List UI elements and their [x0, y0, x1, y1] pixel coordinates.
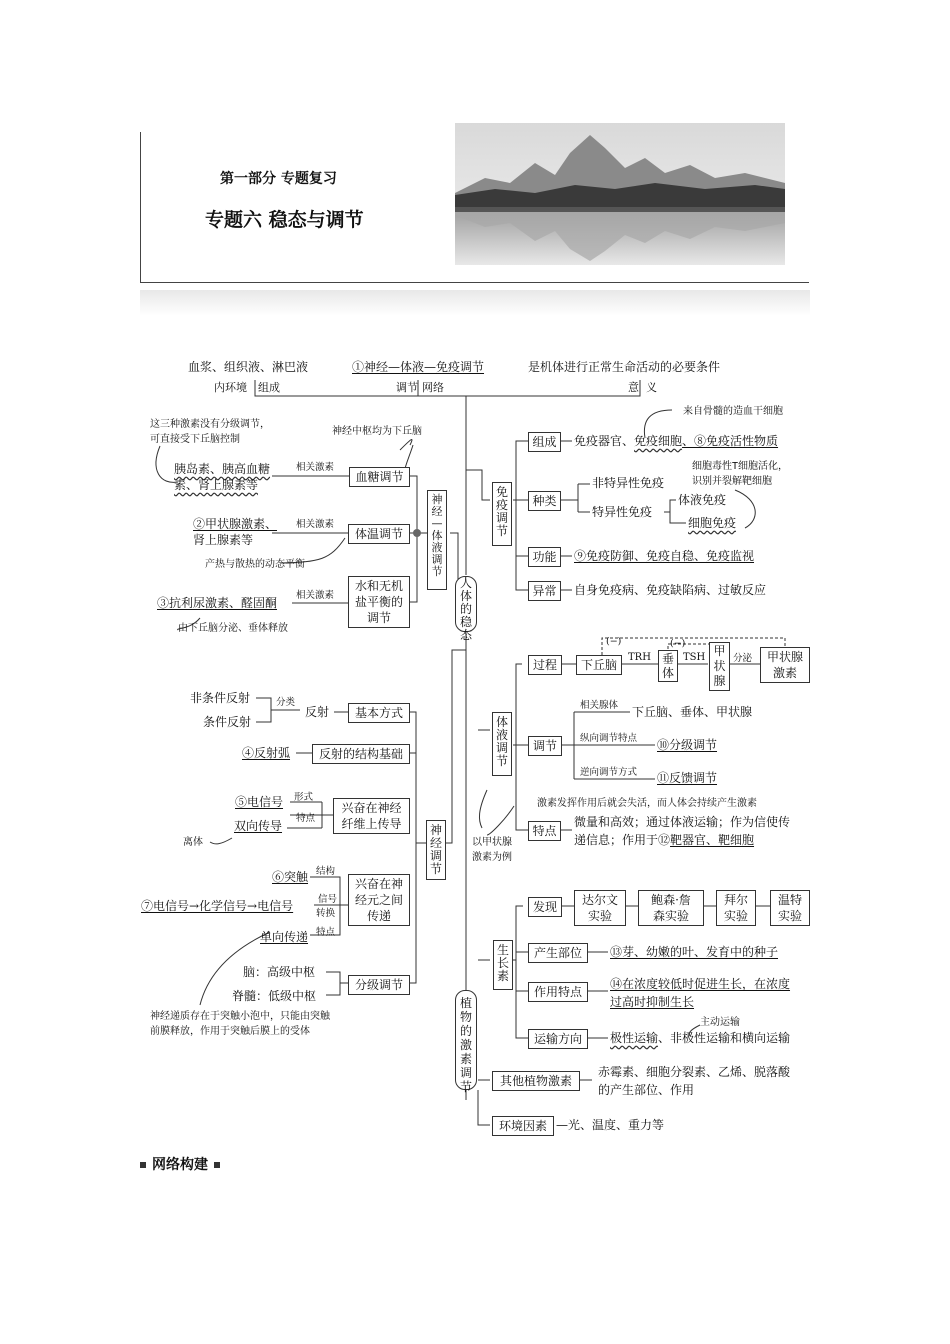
discovery-box: 发现: [528, 897, 562, 917]
immune-function-text: ⑨免疫防御、免疫自稳、免疫监视: [574, 549, 755, 563]
features-box: 特点: [528, 821, 561, 841]
convert-label: 转换: [316, 908, 336, 919]
feature-label-1: 特点: [296, 813, 316, 824]
immune-substances: 、⑧免疫活性物质: [682, 434, 779, 448]
pituitary-box: 垂体: [658, 650, 678, 682]
electric-signal-text: ⑤电信号: [235, 795, 284, 809]
plant-hormone-node: 植物的激素调节: [455, 990, 477, 1090]
significance-label: 意: [628, 381, 639, 394]
related-hormone-label-1: 相关激素: [296, 462, 335, 473]
reverse-label: 逆向调节方式: [580, 767, 638, 778]
env-factors-box: 环境因素: [492, 1116, 554, 1136]
related-glands-label: 相关腺体: [580, 700, 619, 711]
reverse-value: ⑪反馈调节: [657, 771, 718, 785]
mechanism-label: ①神经—体液—免疫调节: [352, 360, 485, 374]
tsh-label: TSH: [683, 652, 706, 663]
neuro-humoral-node: 神经—体液调节: [427, 490, 447, 590]
section-label: [140, 1158, 220, 1173]
reflex-arc-label: [242, 746, 290, 761]
form-label: 形式: [294, 792, 314, 803]
humoral-regulation-node: 体液调节: [492, 712, 512, 776]
immune-abnormal-box: 异常: [528, 581, 561, 601]
polar-transport: 极性运输: [610, 1031, 659, 1045]
other-plant-hormones-line1: 赤霉素、细胞分裂素、乙烯、脱落酸: [598, 1065, 791, 1079]
glucose-regulation-box: 血糖调节: [349, 467, 410, 487]
thermo-regulation-box: 体温调节: [348, 524, 410, 544]
note-thyroid-example: 以甲状腺 激素为例: [472, 837, 512, 863]
features-line2-b: 靶器官、靶细胞: [670, 833, 755, 847]
went-experiment-box: 温特 实验: [770, 890, 810, 926]
hypothalamus-box: 下丘脑: [576, 655, 622, 675]
note-neurotransmitter: 神经递质存在于突触小泡中，只能由突触 前膜释放，作用于突触后膜上的受体: [150, 1011, 330, 1037]
humoral-immunity: 体液免疫: [678, 493, 727, 507]
regulation-label: 调节: [396, 381, 418, 394]
transport-direction-value: [610, 1031, 790, 1046]
negative-feedback-1: (−): [606, 636, 622, 647]
darwin-experiment-box: 达尔文 实验: [574, 890, 626, 926]
composition-label: 组成: [258, 381, 280, 394]
other-plant-hormones-line2: 的产生部位、作用: [598, 1083, 695, 1097]
note-cytotoxic-t: 细胞毒性T细胞活化， 识别并裂解靶细胞: [692, 461, 789, 487]
production-site-value: ⑬芽、幼嫩的叶、发育中的种子: [610, 945, 779, 959]
neural-regulation-node: 神经调节: [426, 820, 446, 880]
cellular-immunity: 细胞免疫: [688, 516, 737, 530]
immune-cells: 免疫细胞: [634, 434, 683, 448]
fiber-conduction-box: 兴奋在神经 纤维上传导: [333, 798, 410, 834]
trh-label: TRH: [628, 652, 651, 663]
signal-chain-label: ⑦电信号→化学信号→电信号: [141, 899, 294, 913]
negative-feedback-2: (−): [670, 638, 686, 649]
thyroid-box: 甲 状 腺: [709, 642, 730, 691]
meaning-text: 是机体进行正常生命活动的必要条件: [528, 360, 721, 374]
action-feature-line2: 过高时抑制生长: [610, 995, 695, 1009]
related-hormone-label-3: 相关激素: [296, 590, 335, 601]
arc-basis-box: 反射的结构基础: [312, 744, 410, 764]
vertical-value: ⑩分级调节: [657, 738, 718, 752]
adh-label: ③抗利尿激素、醛固酮: [157, 596, 278, 610]
square-bullet-icon: [140, 1162, 146, 1168]
note-hormone-inactivate: 激素发挥作用后就会失活，而人体会持续产生激素: [537, 798, 757, 809]
immune-composition-box: 组成: [528, 432, 561, 452]
process-box: 过程: [528, 655, 562, 675]
note-hypothalamus-center: 神经中枢均为下丘脑: [332, 426, 422, 437]
bidirectional-label: 双向传导: [234, 819, 283, 833]
basic-mode-box: 基本方式: [348, 703, 410, 723]
glucose-hormones-line1: 胰岛素、胰高血糖: [174, 462, 271, 476]
features-line1: 微量和高效；通过体液运输；作为信使传: [574, 815, 791, 829]
note-bone-marrow: 来自骨髓的造血干细胞: [683, 406, 783, 417]
synapse-label: [272, 870, 308, 885]
reflex-label: 反射: [305, 705, 330, 719]
action-feature-line1: ⑭在浓度较低时促进生长，在浓度: [610, 977, 791, 991]
unidirectional-label: 单向传递: [260, 930, 309, 944]
note-isolated: 离体: [183, 837, 203, 848]
paal-experiment-box: 拜尔 实验: [716, 890, 756, 926]
related-glands: 下丘脑、垂体、甲状腺: [632, 705, 753, 719]
water-salt-box: 水和无机 盐平衡的 调节: [348, 576, 410, 628]
env-factors-value: —光、温度、重力等: [556, 1118, 665, 1132]
immune-types-box: 种类: [528, 491, 561, 511]
conditioned-reflex: 条件反射: [203, 715, 252, 729]
homeostasis-node: 人体的稳态: [455, 576, 477, 632]
note-no-hierarchy: 这三种激素没有分级调节， 可直接受下丘脑控制: [150, 419, 270, 445]
reflex-arc-text: ④反射弧: [242, 746, 291, 760]
nonspecific-immunity: 非特异性免疫: [592, 476, 665, 490]
water-hormones: [157, 596, 277, 611]
inner-env-label: 内环境: [214, 381, 247, 394]
vertical-label: 纵向调节特点: [580, 733, 638, 744]
boysen-jensen-box: 鲍森·詹 森实验: [638, 890, 704, 926]
note-active-transport: 主动运输: [700, 1017, 740, 1028]
transport-direction-box: 运输方向: [528, 1029, 588, 1049]
hierarchical-regulation-box: 分级调节: [348, 975, 410, 995]
related-hormone-label-2: 相关激素: [296, 519, 335, 530]
classify-label: 分类: [276, 697, 296, 708]
synapse-text: ⑥突触: [272, 870, 309, 884]
page-title: 专题六 稳态与调节: [205, 209, 364, 231]
significance-label-2: 义: [646, 381, 657, 394]
thermo-hormones-line2: 肾上腺素等: [193, 533, 254, 547]
glucose-hormones-line2: 素、肾上腺素等: [174, 478, 259, 492]
square-bullet-icon-2: [214, 1162, 220, 1168]
features-line2: [574, 833, 754, 848]
immune-abnormal-text: 自身免疫病、免疫缺陷病、过敏反应: [574, 583, 767, 597]
gray-band: [140, 290, 810, 316]
immune-composition-text: [574, 434, 778, 449]
auxin-node: 生长素: [493, 940, 513, 990]
other-transport: 、非极性运输和横向运输: [658, 1031, 791, 1045]
part-label: 第一部分 专题复习: [220, 171, 337, 187]
spinal-center: 脊髓：低级中枢: [232, 989, 317, 1003]
unconditioned-reflex: 非条件反射: [190, 691, 251, 705]
note-adh-release: 由下丘脑分泌、垂体释放: [178, 623, 288, 634]
production-site-box: 产生部位: [528, 943, 588, 963]
brain-center: 脑：高级中枢: [243, 965, 316, 979]
specific-immunity: 特异性免疫: [592, 505, 653, 519]
fluids-label: 血浆、组织液、淋巴液: [188, 360, 309, 374]
thermo-hormones-line1: ②甲状腺激素、: [193, 517, 278, 531]
synapse-transmission-box: 兴奋在神 经元之间 传递: [348, 874, 410, 926]
regulate-box: 调节: [528, 736, 562, 756]
electric-signal-label: [235, 795, 283, 810]
feature-label-2: 特点: [316, 927, 336, 938]
signal-label: 信号: [318, 894, 338, 905]
features-line2-a: 递信息；作用于⑫: [574, 833, 671, 847]
network-label: 网络: [422, 381, 444, 394]
immune-function-box: 功能: [528, 547, 561, 567]
lake-mountain-photo: [455, 123, 785, 265]
note-heat-balance: 产热与散热的动态平衡: [205, 559, 305, 570]
secrete-label: 分泌: [733, 653, 753, 664]
section-label-text: 网络构建: [152, 1157, 208, 1173]
structure-label: 结构: [316, 866, 336, 877]
immune-organs: 免疫器官、: [574, 434, 635, 448]
thyroid-hormone-box: 甲状腺 激素: [760, 647, 810, 683]
action-feature-box: 作用特点: [528, 982, 588, 1002]
other-plant-hormones-box: 其他植物激素: [492, 1071, 580, 1091]
immune-regulation-node: 免疫调节: [492, 482, 512, 546]
